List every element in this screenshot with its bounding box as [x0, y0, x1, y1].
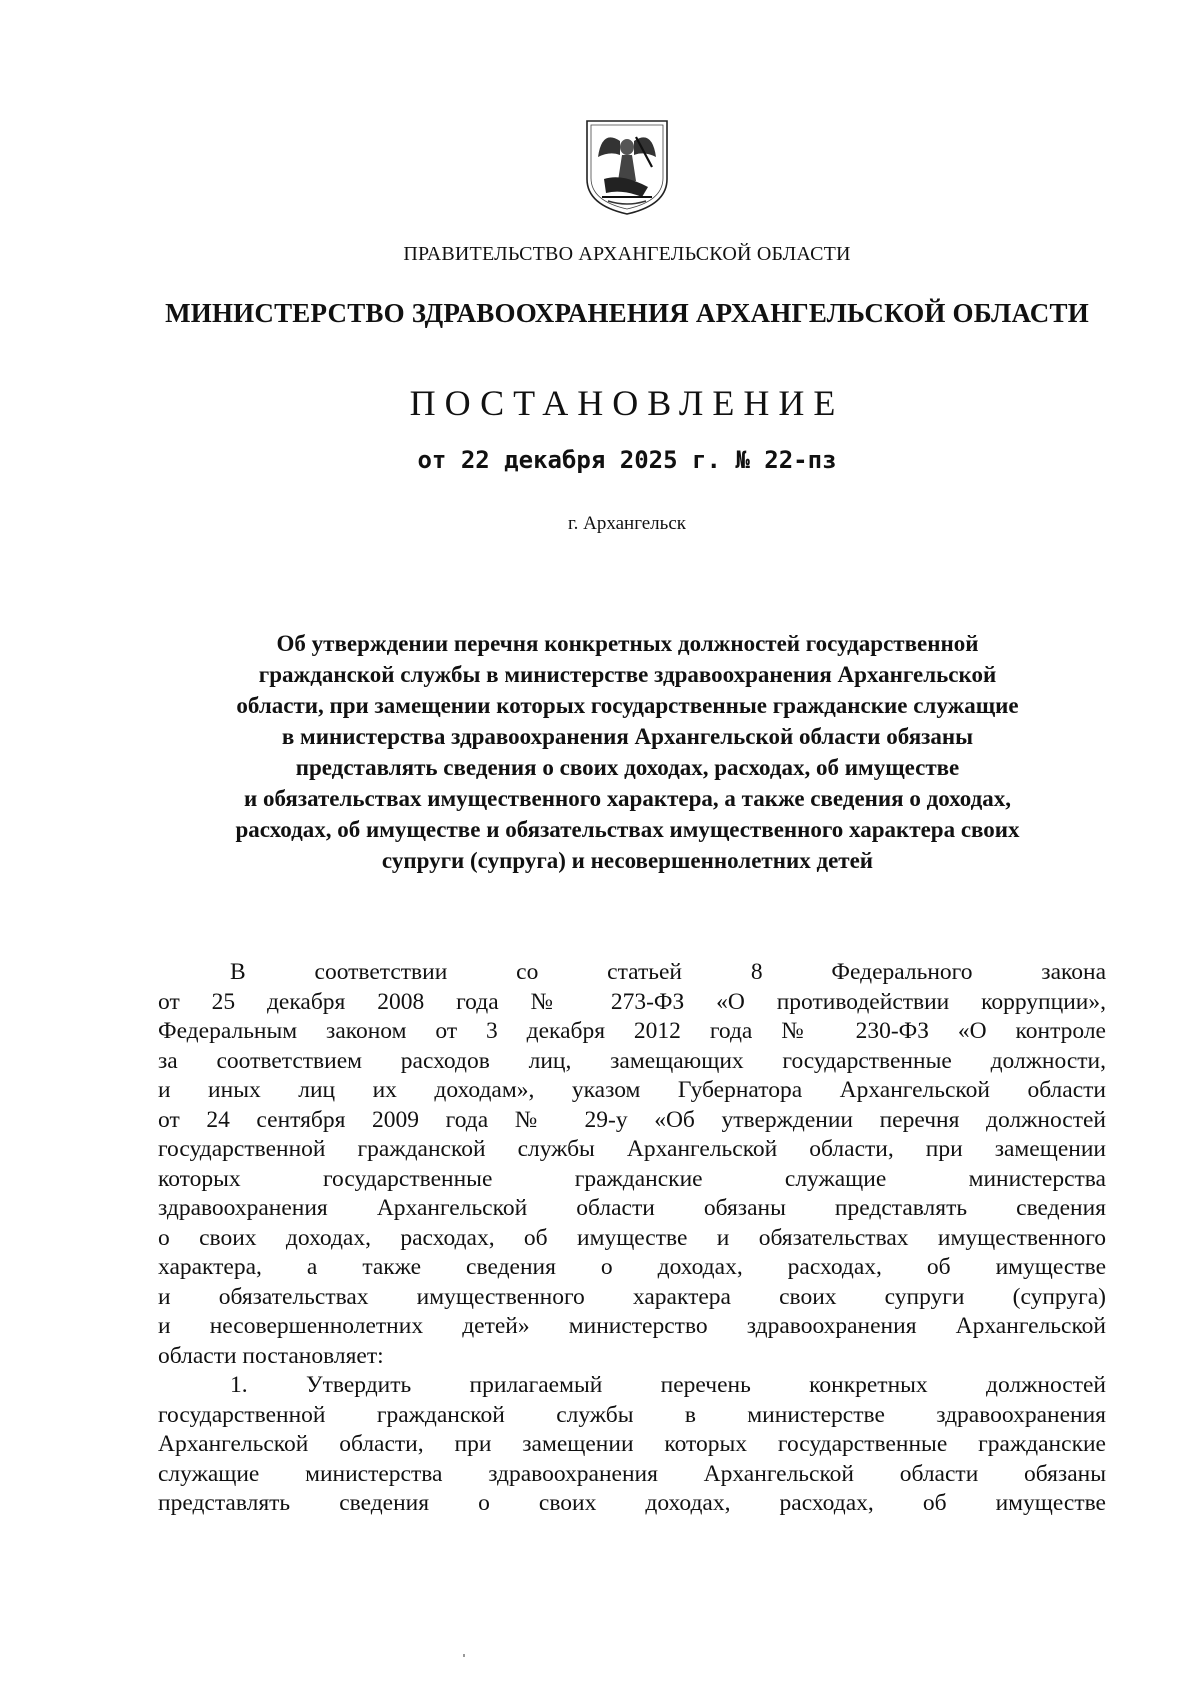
body-line: государственной гражданской службы Архангельской области, при замещении [158, 1136, 1106, 1162]
body-line: характера, а также сведения о доходах, расходах, об имуществе [158, 1254, 1106, 1280]
title-line: расходах, об имуществе и обязательствах имущественного характера своих [235, 817, 1020, 842]
ministry-name: МИНИСТЕРСТВО ЗДРАВООХРАНЕНИЯ АРХАНГЕЛЬСКОЙ ОБЛАСТИ [165, 298, 1089, 328]
document-title [150, 628, 1105, 876]
title-line: гражданской службы в министерстве здравоохранения Архангельской [258, 662, 997, 687]
title-line: и обязательствах имущественного характера, а также сведения о доходах, [243, 786, 1012, 811]
body-line: и несовершеннолетних детей» министерство здравоохранения Архангельской [158, 1313, 1106, 1339]
body-line: и иных лиц их доходам», указом Губернатора Архангельской области [158, 1077, 1106, 1103]
title-line: супруги (супруга) и несовершеннолетних детей [381, 848, 874, 873]
title-line: Об утверждении перечня конкретных должностей государственной [276, 631, 979, 656]
body-line: за соответствием расходов лиц, замещающих государственные должности, [158, 1047, 1106, 1074]
document-date-number: от 22 декабря 2025 г. № 22-пз [417, 446, 837, 474]
government-name: ПРАВИТЕЛЬСТВО АРХАНГЕЛЬСКОЙ ОБЛАСТИ [403, 243, 851, 265]
body-line: государственной гражданской службы в министерстве здравоохранения [158, 1401, 1106, 1428]
body-line: Архангельской области, при замещении которых государственные гражданские [158, 1431, 1106, 1457]
scan-speck [463, 1654, 465, 1657]
body-line: В соответствии со статьей 8 Федерального закона [230, 959, 1106, 985]
body-line: здравоохранения Архангельской области обязаны представлять сведения [158, 1195, 1106, 1221]
document-city: г. Архангельск [567, 513, 686, 534]
body-line: области постановляет: [158, 1342, 384, 1369]
body-line: служащие министерства здравоохранения Архангельской области обязаны [158, 1460, 1106, 1487]
title-line: представлять сведения о своих доходах, расходах, об имуществе [295, 755, 960, 780]
coat-of-arms-icon [582, 117, 672, 217]
title-line: в министерства здравоохранения Архангельской области обязаны [281, 724, 974, 749]
document-body [158, 958, 1106, 1519]
body-line: представлять сведения о своих доходах, расходах, об имуществе [158, 1490, 1106, 1516]
title-line: области, при замещении которых государственные гражданские служащие [236, 693, 1019, 718]
document-type: ПОСТАНОВЛЕНИЕ [409, 383, 845, 423]
body-line: которых государственные гражданские служащие министерства [158, 1165, 1106, 1192]
body-line: и обязательствах имущественного характера своих супруги (супруга) [158, 1283, 1106, 1310]
body-line: от 24 сентября 2009 года № 29-у «Об утверждении перечня должностей [158, 1106, 1106, 1133]
body-line: от 25 декабря 2008 года № 273-ФЗ «О противодействии коррупции», [158, 988, 1106, 1015]
body-line: о своих доходах, расходах, об имуществе и обязательствах имущественного [158, 1224, 1106, 1251]
body-line: Федеральным законом от 3 декабря 2012 года № 230-ФЗ «О контроле [158, 1018, 1106, 1044]
body-line: 1. Утвердить прилагаемый перечень конкретных должностей [230, 1372, 1106, 1398]
